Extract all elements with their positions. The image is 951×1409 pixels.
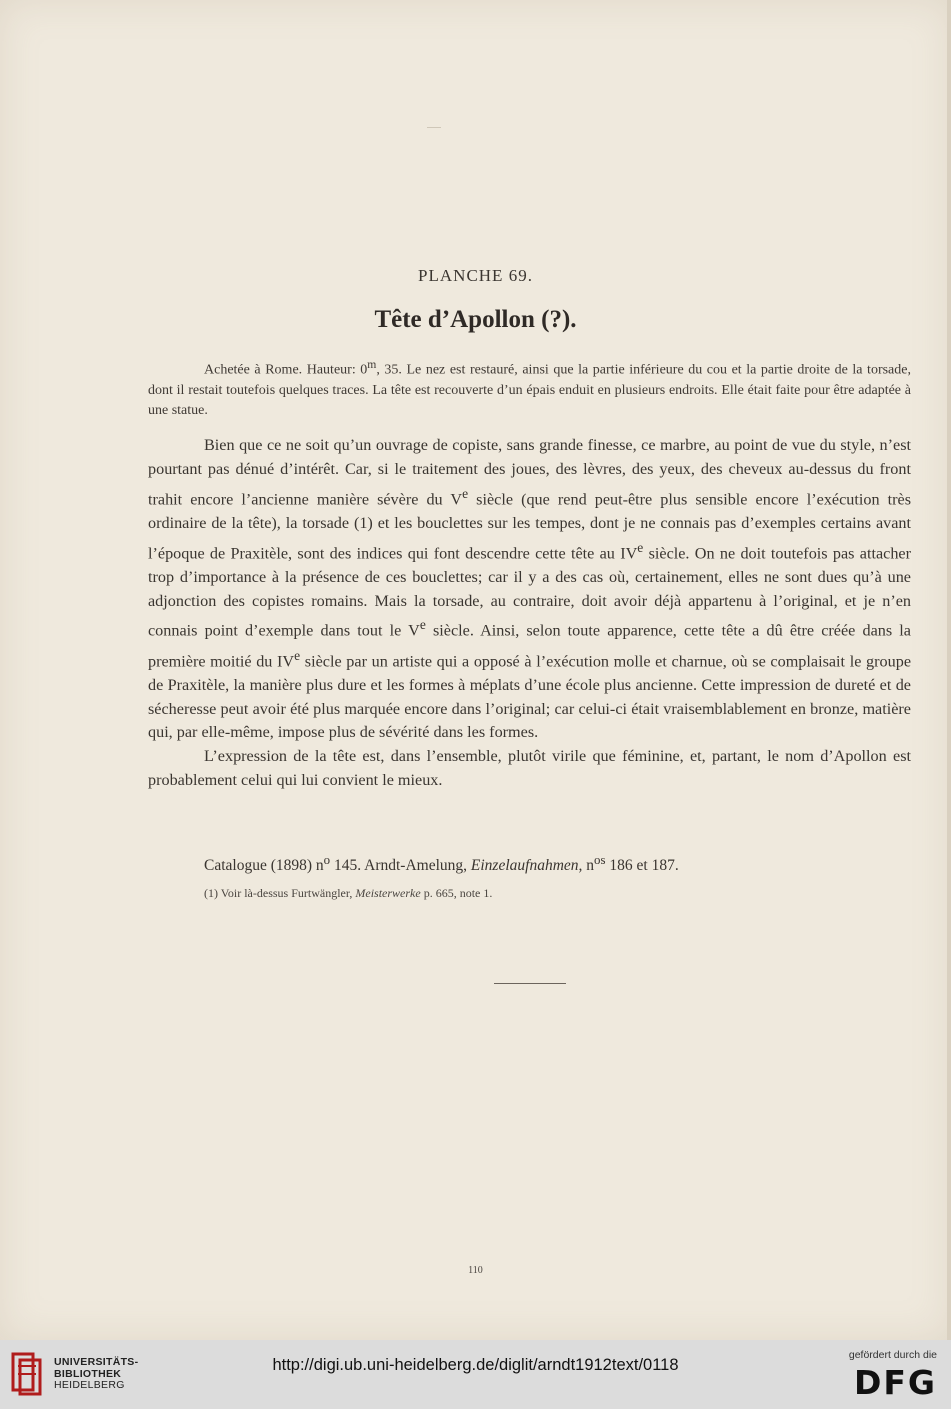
p1-text-b: siècle (que rend peut-être plus sensible encore l’exécution très ordinaire de la tête), la torsade (1) et les bouclettes sur les tempes, dont je ne connais pas d’exemples certains avant l’époque de Praxitèle, sont des indices qui font descendre cette tête au IV <box>148 489 911 562</box>
institution-line-2: BIBLIOTHEK <box>54 1367 122 1380</box>
p1-text-e: siècle par un artiste qui a opposé à l’exécution molle et charnue, où se complaisait le groupe de Praxitèle, la manière plus dure et les formes à méplats d’une école plus ancienne. Cette impression de dureté et de sécheresse peut avoir été plus marquée encore dans l’original; car celui-ci était vraisemblablement en bronze, matière qui, par elle-même, impose plus de sévérité dans les formes. <box>148 651 911 742</box>
viewer-footer <box>0 1340 951 1409</box>
footnote-text-b: p. 665, note 1. <box>420 886 493 900</box>
p1-text-a: Bien que ce ne soit qu’un ouvrage de copiste, sans grande finesse, ce marbre, au point de vue du style, n’est pourtant pas dénué d’intérêt. Car, si le traitement des joues, des lèvres, des yeux, des cheveux au-dessus du front trahit encore l’ancienne manière sévère du V <box>148 436 911 508</box>
p1-text-c: siècle. On ne doit toutefois pas attacher trop d’importance à la présence de ces bouclettes; car il y a des cas où, certainement, elles ne sont dues qu’à une adjonction des copistes romains. Mais la torsade, au contraire, doit avoir déjà appartenu à l’original, et je n’en connais point d’exemple dans tout le V <box>148 543 911 640</box>
p1-sup-2: e <box>637 539 644 555</box>
catalogue-text-b: 145. Arndt-Amelung, <box>330 857 471 875</box>
page-edge <box>947 0 951 1340</box>
catalogue-sup-o: o <box>323 852 331 867</box>
p1-text-d: siècle. Ainsi, selon toute apparence, cette tête a dû être créée dans la première moitié du IV <box>148 621 911 670</box>
page-number: 110 <box>468 1265 483 1276</box>
intro-text-a: Achetée à Rome. Hauteur: 0 <box>204 362 368 378</box>
horizontal-rule <box>494 983 566 984</box>
catalogue-reference <box>204 852 904 875</box>
institution-line-3: HEIDELBERG <box>54 1379 125 1391</box>
catalogue-sup-os: os <box>594 852 606 867</box>
dfg-logo: DFG <box>853 1363 937 1402</box>
p1-sup-4: e <box>294 647 301 663</box>
footnote-italic: Meisterwerke <box>355 886 421 900</box>
catalogue-text-a: Catalogue (1898) n <box>204 857 324 875</box>
page-title: Tête d’Apollon (?). <box>374 306 577 333</box>
catalogue-text-d: 186 et 187. <box>605 857 679 875</box>
institution-line-1: UNIVERSITÄTS- <box>54 1356 139 1368</box>
funder-label: gefördert durch die <box>848 1349 937 1361</box>
stray-mark <box>427 127 441 128</box>
catalogue-text-c: n <box>582 857 595 875</box>
footnote-text-a: (1) Voir là-dessus Furtwängler, <box>204 886 356 900</box>
intro-paragraph <box>148 355 911 421</box>
body-paragraph-2: L’expression de la tête est, dans l’ensemble, plutôt virile que féminine, et, partant, le nom d’Apollon est probablement celui qui lui convient le mieux. <box>148 747 911 789</box>
catalogue-italic: Einzelaufnahmen, <box>470 857 583 875</box>
body-text <box>148 434 911 793</box>
intro-text-b: , 35. Le nez est restauré, ainsi que la partie inférieure du cou et la partie droite de la torsade, dont il restait toutefois quelques traces. La tête est recouverte d’un épais enduit en plusieurs endroits. Elle était faite pour être adaptée à une statue. <box>148 362 911 418</box>
body-paragraph-1 <box>148 434 911 745</box>
plate-number: PLANCHE 69. <box>418 266 533 285</box>
footnote <box>204 886 904 901</box>
intro-sup-m: m <box>367 358 377 371</box>
p1-sup-3: e <box>419 617 426 633</box>
permalink-url[interactable]: http://digi.ub.uni-heidelberg.de/diglit/arndt1912text/0118 <box>272 1356 679 1374</box>
p1-sup-1: e <box>462 485 469 501</box>
